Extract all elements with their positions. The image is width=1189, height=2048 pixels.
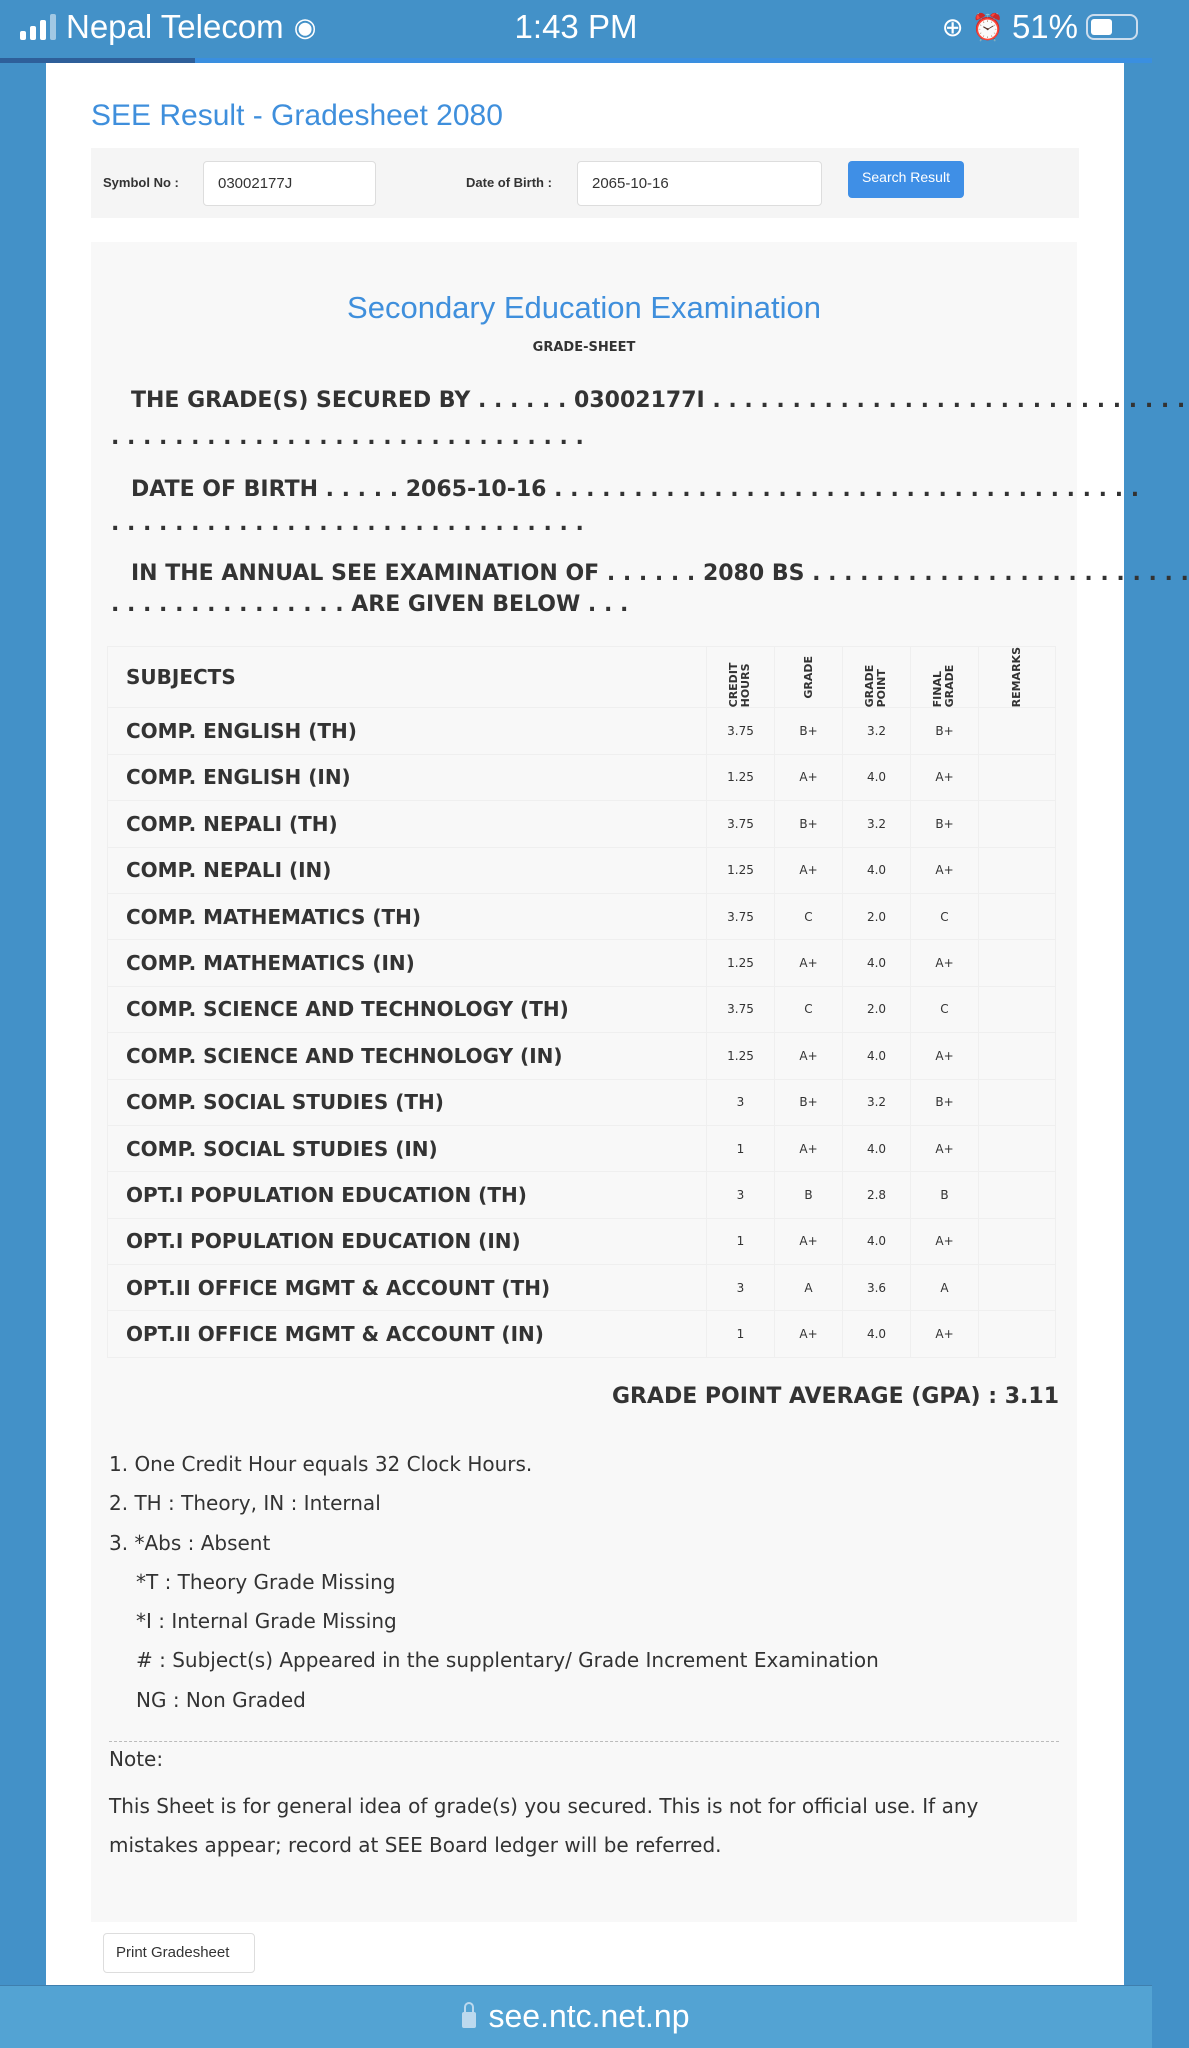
remarks-cell [979,1265,1056,1311]
subject-cell: COMP. SOCIAL STUDIES (TH) [108,1079,707,1125]
grade-cell: A+ [775,847,843,893]
secured-by-dots: . . . . . . . . . . . . . . . . . . . . . . . . . . . . . . [111,425,584,450]
exam-line-cont: . . . . . . . . . . . . . . . ARE GIVEN BELOW . . . [111,592,629,617]
grade-point-cell: 4.0 [843,1125,911,1171]
final-grade-cell: A+ [911,754,979,800]
grade-cell: A+ [775,1033,843,1079]
final-grade-cell: A+ [911,847,979,893]
grade-point-cell: 4.0 [843,1218,911,1264]
col-grade: GRADE [801,655,815,699]
symbol-label: Symbol No : [103,175,179,190]
note-item: # : Subject(s) Appeared in the supplentary/ Grade Increment Examination [136,1648,879,1673]
grade-point-cell: 3.2 [843,801,911,847]
credit-hours-cell: 3.75 [707,801,775,847]
grade-point-cell: 3.2 [843,708,911,754]
subject-cell: COMP. SCIENCE AND TECHNOLOGY (TH) [108,986,707,1032]
grade-cell: A [775,1265,843,1311]
credit-hours-cell: 3.75 [707,893,775,939]
credit-hours-cell: 1 [707,1125,775,1171]
note-item: *I : Internal Grade Missing [136,1609,397,1634]
remarks-cell [979,708,1056,754]
dob-dots: . . . . . . . . . . . . . . . . . . . . . . . . . . . . . . [111,511,584,536]
grade-point-cell: 2.8 [843,1172,911,1218]
lock-icon [462,2012,476,2028]
subject-cell: COMP. MATHEMATICS (TH) [108,893,707,939]
table-row [108,708,1056,754]
print-gradesheet-button[interactable]: Print Gradesheet [103,1933,255,1973]
subject-cell: COMP. SCIENCE AND TECHNOLOGY (IN) [108,1033,707,1079]
note-item: NG : Non Graded [136,1687,306,1712]
remarks-cell [979,801,1056,847]
final-grade-cell: B [911,1172,979,1218]
subject-cell: OPT.I POPULATION EDUCATION (IN) [108,1218,707,1264]
clock: 1:43 PM [514,8,638,45]
grades-table [107,646,1056,1358]
table-row [108,1125,1056,1171]
table-row [108,801,1056,847]
note-item: 1. One Credit Hour equals 32 Clock Hours. [109,1452,533,1476]
remarks-cell [979,1311,1056,1357]
exam-line: IN THE ANNUAL SEE EXAMINATION OF . . . . . . 2080 BS . . . . . . . . . . . . . . . . . . . . . . . . [131,561,1189,586]
final-grade-cell: B+ [911,1079,979,1125]
final-grade-cell: A+ [911,1218,979,1264]
table-header [108,647,1056,708]
credit-hours-cell: 3 [707,1265,775,1311]
search-form [91,148,1079,218]
remarks-cell [979,847,1056,893]
credit-hours-cell: 1 [707,1218,775,1264]
table-row [108,847,1056,893]
search-result-button[interactable]: Search Result [848,161,964,198]
credit-hours-cell: 3 [707,1172,775,1218]
remarks-cell [979,1218,1056,1264]
battery-icon [1086,14,1138,40]
battery-percent: 51% [1011,8,1078,45]
final-grade-cell: B+ [911,708,979,754]
table-row [108,1218,1056,1264]
credit-hours-cell: 3 [707,1079,775,1125]
final-grade-cell: C [911,986,979,1032]
symbol-input[interactable] [203,161,376,206]
gradesheet [91,242,1189,1922]
grade-cell: B+ [775,801,843,847]
note-item: 2. TH : Theory, IN : Internal [109,1491,381,1516]
remarks-cell [979,940,1056,986]
table-row [108,893,1056,939]
final-grade-cell: A+ [911,940,979,986]
subject-cell: COMP. ENGLISH (TH) [108,708,707,754]
status-bar [0,0,1152,58]
carrier: Nepal Telecom [66,8,284,45]
dob-label: Date of Birth : [466,175,552,190]
note-item: *T : Theory Grade Missing [136,1569,396,1594]
grade-point-cell: 2.0 [843,893,911,939]
final-grade-cell: A+ [911,1033,979,1079]
grade-cell: C [775,986,843,1032]
grade-point-cell: 3.2 [843,1079,911,1125]
subject-cell: COMP. ENGLISH (IN) [108,754,707,800]
col-final-grade: FINAL GRADE [930,664,956,708]
remarks-cell [979,754,1056,800]
subject-cell: COMP. NEPALI (IN) [108,847,707,893]
divider [109,1741,1059,1742]
col-credit-hours: CREDIT HOURS [726,662,752,708]
grade-cell: B+ [775,1079,843,1125]
final-grade-cell: A+ [911,1311,979,1357]
col-remarks: REMARKS [1010,647,1023,708]
grade-cell: A+ [775,1125,843,1171]
subject-cell: COMP. MATHEMATICS (IN) [108,940,707,986]
dob-line: DATE OF BIRTH . . . . . 2065-10-16 . . . . . . . . . . . . . . . . . . . . . . . . . . . . . . . . . . . . . [131,477,1140,502]
subject-cell: COMP. NEPALI (TH) [108,801,707,847]
subject-cell: OPT.I POPULATION EDUCATION (TH) [108,1172,707,1218]
remarks-cell [979,1079,1056,1125]
url: see.ntc.net.np [488,1998,690,2034]
col-subjects: SUBJECTS [108,647,707,708]
credit-hours-cell: 3.75 [707,708,775,754]
url-bar[interactable] [0,1985,1152,2048]
legend-notes [109,1445,879,1720]
grade-point-cell: 2.0 [843,986,911,1032]
subject-cell: OPT.II OFFICE MGMT & ACCOUNT (IN) [108,1311,707,1357]
dob-input[interactable] [577,161,822,206]
final-grade-cell: C [911,893,979,939]
grade-point-cell: 4.0 [843,940,911,986]
credit-hours-cell: 1 [707,1311,775,1357]
grade-cell: C [775,893,843,939]
alarm-icon: ⏰ [971,11,1004,42]
grade-cell: A+ [775,1311,843,1357]
final-grade-cell: A [911,1265,979,1311]
remarks-cell [979,1033,1056,1079]
credit-hours-cell: 1.25 [707,847,775,893]
final-grade-cell: A+ [911,1125,979,1171]
grade-point-cell: 4.0 [843,1033,911,1079]
credit-hours-cell: 1.25 [707,754,775,800]
table-row [108,1311,1056,1357]
note-heading: Note: [109,1747,164,1771]
gpa: GRADE POINT AVERAGE (GPA) : 3.11 [611,1384,1059,1409]
table-row [108,754,1056,800]
grade-cell: A+ [775,940,843,986]
grade-cell: B [775,1172,843,1218]
table-row [108,1079,1056,1125]
page-content [46,63,1189,1985]
table-row [108,1172,1056,1218]
grade-point-cell: 4.0 [843,754,911,800]
table-row [108,1033,1056,1079]
note-item: 3. *Abs : Absent [109,1530,271,1555]
table-row [108,940,1056,986]
page-title: SEE Result - Gradesheet 2080 [91,99,503,132]
secured-by-line: THE GRADE(S) SECURED BY . . . . . . 03002177I . . . . . . . . . . . . . . . . . . . . . . . . . . . . . . [131,388,1186,413]
remarks-cell [979,1125,1056,1171]
credit-hours-cell: 1.25 [707,1033,775,1079]
col-grade-point: GRADE POINT [862,664,888,708]
grade-cell: A+ [775,1218,843,1264]
subject-cell: COMP. SOCIAL STUDIES (IN) [108,1125,707,1171]
table-row [108,986,1056,1032]
credit-hours-cell: 1.25 [707,940,775,986]
grade-point-cell: 4.0 [843,847,911,893]
credit-hours-cell: 3.75 [707,986,775,1032]
remarks-cell [979,893,1056,939]
note-text: This Sheet is for general idea of grade(s) you secured. This is not for official use. If any mistakes appear; record at SEE Board ledger will be referred. [109,1794,979,1857]
grade-cell: A+ [775,754,843,800]
wifi-icon: ◉ [293,11,317,42]
grade-cell: B+ [775,708,843,754]
exam-heading: Secondary Education Examination [347,290,821,325]
grade-point-cell: 3.6 [843,1265,911,1311]
remarks-cell [979,986,1056,1032]
subject-cell: OPT.II OFFICE MGMT & ACCOUNT (TH) [108,1265,707,1311]
table-row [108,1265,1056,1311]
remarks-cell [979,1172,1056,1218]
rotation-lock-icon: ⊕ [941,11,964,42]
grade-point-cell: 4.0 [843,1311,911,1357]
gradesheet-subheading: GRADE-SHEET [532,340,636,355]
final-grade-cell: B+ [911,801,979,847]
